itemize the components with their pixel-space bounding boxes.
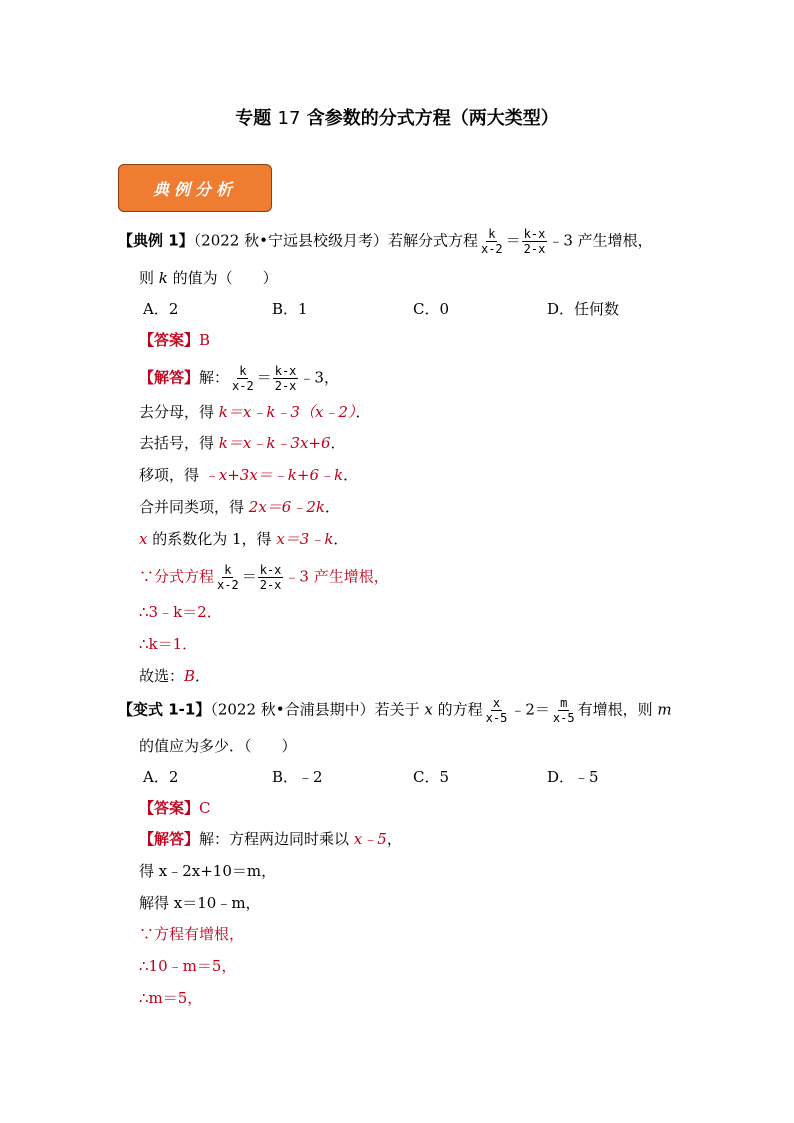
variant1-option-a: A．2 xyxy=(143,768,179,786)
example1-answer: 【答案】B xyxy=(139,331,211,349)
solution-step-5: x 的系数化为 1，得 x＝3﹣k． xyxy=(139,530,349,548)
solution-therefore-2: ∴k＝1． xyxy=(139,635,198,653)
variant1-option-d: D．﹣5 xyxy=(547,768,599,786)
example1-question: 【典例 1】（2022 秋•宁远县校级月考）若解分式方程 $\frac{k}{x-2}$ ＝ $\frac{k-x}{2-x}$ ﹣3 产生增根， xyxy=(118,227,653,256)
solution-therefore-1: ∴3﹣k＝2． xyxy=(139,603,222,621)
variant1-step-5: ∴m＝5， xyxy=(139,989,203,1007)
example1-option-d: D．任何数 xyxy=(547,300,620,318)
variant1-option-b: B．﹣2 xyxy=(272,768,323,786)
variant1-step-1: 得 x﹣2x+10＝m， xyxy=(139,862,277,880)
example1-solution-intro: 【解答】解： $\frac{k}{x-2}$ ＝ $\frac{k-x}{2-x}$ ﹣3， xyxy=(139,364,339,393)
fraction-k-over-x-2: $\frac{k}{x-2}$ xyxy=(480,227,503,256)
solution-because: ∵分式方程 $\frac{k}{x-2}$ ＝ $\frac{k-x}{2-x}$ ﹣3 产生增根， xyxy=(139,563,389,592)
solution-step-4: 合并同类项，得 2x＝6﹣2k． xyxy=(139,498,340,516)
variant1-answer: 【答案】C xyxy=(139,799,211,817)
fraction-k-x-over-2-x: $\frac{k-x}{2-x}$ xyxy=(523,227,546,256)
variant1-question: 【变式 1-1】（2022 秋•合浦县期中）若关于 x 的方程 $\frac{x}{x-5}$ ﹣2＝ $\frac{m}{x-5}$ 有增根，则 m xyxy=(118,696,672,725)
solution-step-2: 去括号，得 k＝x﹣k﹣3x+6． xyxy=(139,434,346,452)
solution-step-3: 移项，得 ﹣x+3x＝﹣k+6﹣k． xyxy=(139,466,359,484)
page-title: 专题 17 含参数的分式方程（两大类型） xyxy=(235,108,559,129)
solution-step-1: 去分母，得 k＝x﹣k﹣3（x﹣2）． xyxy=(139,403,371,421)
example1-option-b: B．1 xyxy=(272,300,308,318)
variant1-step-4: ∴10﹣m＝5， xyxy=(139,957,237,975)
solution-conclusion: 故选：B． xyxy=(139,667,211,685)
variant1-solution-intro: 【解答】解：方程两边同时乘以 x﹣5， xyxy=(139,830,402,848)
example1-question-line2: 则 k 的值为（ ） xyxy=(139,269,278,287)
variant1-step-2: 解得 x＝10﹣m， xyxy=(139,894,261,912)
section-banner: 典例分析 xyxy=(118,164,272,212)
variant1-question-line2: 的值应为多少．（ ） xyxy=(139,737,297,755)
example1-option-a: A．2 xyxy=(143,300,179,318)
example1-option-c: C．0 xyxy=(413,300,450,318)
variant1-option-c: C．5 xyxy=(413,768,450,786)
variant1-step-3: ∵方程有增根， xyxy=(139,925,245,943)
